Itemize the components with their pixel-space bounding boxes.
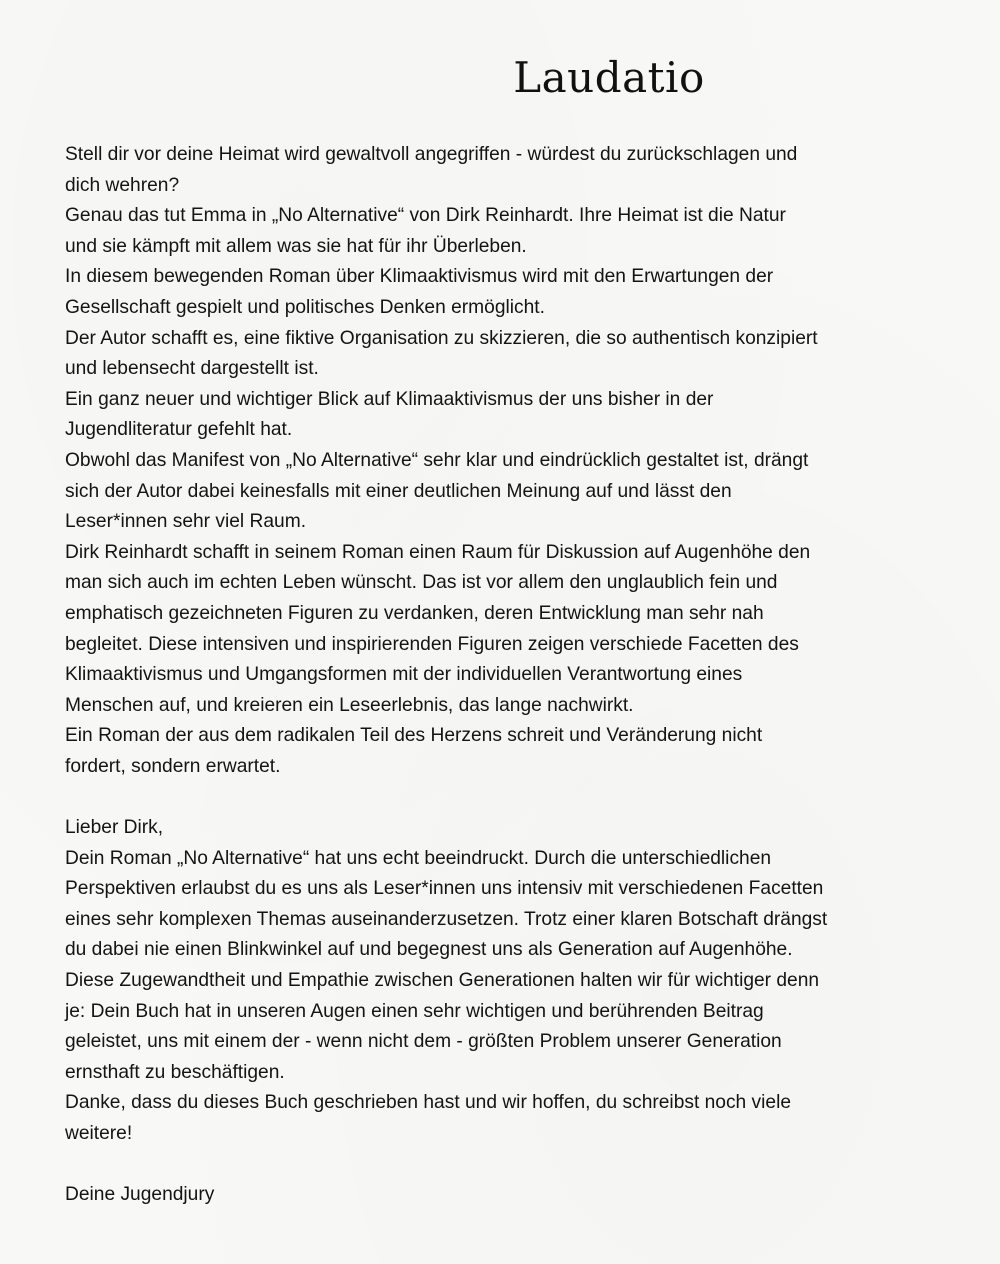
- text-line: sich der Autor dabei keinesfalls mit einer deutlichen Meinung auf und lässt den: [65, 480, 732, 502]
- text-line: Leser*innen sehr viel Raum.: [65, 511, 307, 533]
- text-line: begleitet. Diese intensiven und inspirierenden Figuren zeigen verschiede Facetten des: [65, 633, 799, 655]
- text-line: Stell dir vor deine Heimat wird gewaltvoll angegriffen - würdest du zurückschlagen und: [65, 144, 798, 165]
- text-line: du dabei nie einen Blinkwinkel auf und begegnest uns als Generation auf Augenhöhe.: [65, 939, 793, 961]
- document-body: [65, 140, 945, 1211]
- text-line: fordert, sondern erwartet.: [65, 755, 281, 777]
- document-title: Laudatio: [513, 53, 705, 102]
- salutation: Lieber Dirk,: [65, 817, 164, 839]
- text-line: Klimaaktivismus und Umgangsformen mit der individuellen Verantwortung eines: [65, 664, 743, 686]
- text-line: Gesellschaft gespielt und politisches Denken ermöglicht.: [65, 296, 545, 318]
- text-line: Diese Zugewandtheit und Empathie zwischen Generationen halten wir für wichtiger denn: [65, 970, 820, 992]
- text-line: Genau das tut Emma in „No Alternative“ von Dirk Reinhardt. Ihre Heimat ist die Natur: [65, 205, 786, 227]
- text-line: Dirk Reinhardt schafft in seinem Roman einen Raum für Diskussion auf Augenhöhe den: [65, 541, 811, 563]
- laudatio-paragraph: [65, 140, 945, 782]
- text-line: Dein Roman „No Alternative“ hat uns echt beeindruckt. Durch die unterschiedlichen: [65, 847, 772, 869]
- text-line: Der Autor schafft es, eine fiktive Organisation zu skizzieren, die so authentisch konzipiert: [65, 327, 818, 349]
- text-line: Perspektiven erlaubst du es uns als Leser*innen uns intensiv mit verschiedenen Facetten: [65, 878, 824, 900]
- text-line: weitere!: [65, 1123, 133, 1144]
- text-line: Obwohl das Manifest von „No Alternative“ sehr klar und eindrücklich gestaltet ist, drängt: [65, 449, 809, 471]
- paragraph-spacer: [65, 782, 945, 813]
- text-line: und lebensecht dargestellt ist.: [65, 358, 319, 380]
- text-line: je: Dein Buch hat in unseren Augen einen sehr wichtigen und berührenden Beitrag: [65, 1000, 764, 1022]
- text-line: Ein ganz neuer und wichtiger Blick auf Klimaaktivismus der uns bisher in der: [65, 388, 714, 410]
- text-line: Ein Roman der aus dem radikalen Teil des Herzens schreit und Veränderung nicht: [65, 725, 763, 747]
- text-line: Jugendliteratur gefehlt hat.: [65, 419, 293, 441]
- signature: Deine Jugendjury: [65, 1184, 215, 1206]
- text-line: dich wehren?: [65, 174, 180, 196]
- letter-paragraph: [65, 844, 945, 1150]
- text-line: und sie kämpft mit allem was sie hat für ihr Überleben.: [65, 235, 527, 257]
- text-line: Menschen auf, und kreieren ein Leseerlebnis, das lange nachwirkt.: [65, 694, 634, 716]
- text-line: eines sehr komplexen Themas auseinanderzusetzen. Trotz einer klaren Botschaft drängst: [65, 908, 828, 930]
- text-line: In diesem bewegenden Roman über Klimaaktivismus wird mit den Erwartungen der: [65, 266, 774, 288]
- text-line: emphatisch gezeichneten Figuren zu verdanken, deren Entwicklung man sehr nah: [65, 602, 764, 624]
- paragraph-spacer: [65, 1150, 945, 1181]
- text-line: ernsthaft zu beschäftigen.: [65, 1061, 285, 1083]
- text-line: man sich auch im echten Leben wünscht. Das ist vor allem den unglaublich fein und: [65, 572, 778, 594]
- text-line: Danke, dass du dieses Buch geschrieben hast und wir hoffen, du schreibst noch viele: [65, 1092, 792, 1114]
- text-line: geleistet, uns mit einem der - wenn nicht dem - größten Problem unserer Generation: [65, 1031, 782, 1053]
